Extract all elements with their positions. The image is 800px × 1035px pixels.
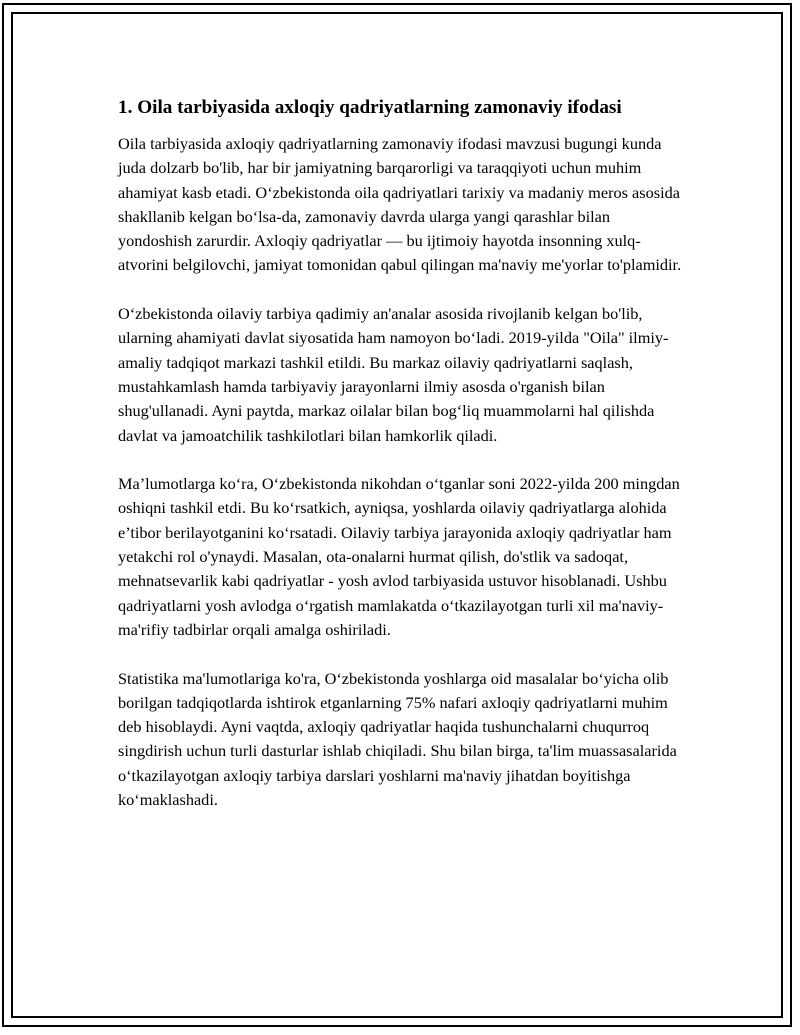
section-heading: 1. Oila tarbiyasida axloqiy qadriyatlarning zamonaviy ifodasi — [118, 97, 622, 118]
paragraph-2: O‘zbekistonda oilaviy tarbiya qadimiy an'analar asosida rivojlanib kelgan bo'lib, ularning ahamiyati davlat siyosatida ham namoyon bo‘ladi. 2019-yilda "Oila" ilmiy-amaliy tadqiqot markazi tashkil etildi. Bu markaz oilaviy qadriyatlarni saqlash, mustahkamlash hamda tarbiyaviy jarayonlarni ilmiy asosda o'rganish bilan shug'ullanadi. Ayni paytda, markaz oilalar bilan bog‘liq muammolarni hal qilishda davlat va jamoatchilik tashkilotlari bilan hamkorlik qiladi. — [118, 304, 669, 445]
paragraph-1: Oila tarbiyasida axloqiy qadriyatlarning zamonaviy ifodasi mavzusi bugungi kunda juda dolzarb bo'lib, har bir jamiyatning barqarorligi va taraqqiyoti uchun muhim ahamiyat kasb etadi. O‘zbekistonda oila qadriyatlari tarixiy va madaniy meros asosida shakllanib kelgan bo‘lsa-da, zamonaviy davrda ularga yangi qarashlar bilan yondoshish zarurdir. Axloqiy qadriyatlar — bu ijtimoiy hayotda insonning xulq-atvorini belgilovchi, jamiyat tomonidan qabul qilingan ma'naviy me'yorlar to'plamidir. — [118, 134, 682, 275]
paragraph-3: Ma’lumotlarga ko‘ra, O‘zbekistonda nikohdan o‘tganlar soni 2022-yilda 200 mingdan oshiqni tashkil etdi. Bu ko‘rsatkich, ayniqsa, yoshlarda oilaviy qadriyatlarga alohida e’tibor berilayotganini ko‘rsatadi. Oilaviy tarbiya jarayonida axloqiy qadriyatlar ham yetakchi rol o'ynaydi. Masalan, ota-onalarni hurmat qilish, do'stlik va sadoqat, mehnatsevarlik kabi qadriyatlar - yosh avlod tarbiyasida ustuvor hisoblanadi. Ushbu qadriyatlarni yosh avlodga o‘rgatish mamlakatda o‘tkazilayotgan turli xil ma'naviy-ma'rifiy tadbirlar orqali amalga oshiriladi. — [118, 474, 680, 639]
document-body — [118, 96, 688, 837]
paragraph-4: Statistika ma'lumotlariga ko'ra, O‘zbekistonda yoshlarga oid masalalar bo‘yicha olib borilgan tadqiqotlarda ishtirok etganlarning 75% nafari axloqiy qadriyatlarni muhim deb hisoblaydi. Ayni vaqtda, axloqiy qadriyatlar haqida tushunchalarni chuqurroq singdirish uchun turli dasturlar ishlab chiqiladi. Shu bilan birga, ta'lim muassasalarida o‘tkazilayotgan axloqiy tarbiya darslari yoshlarni ma'naviy jihatdan boyitishga ko‘maklashadi. — [118, 668, 677, 810]
